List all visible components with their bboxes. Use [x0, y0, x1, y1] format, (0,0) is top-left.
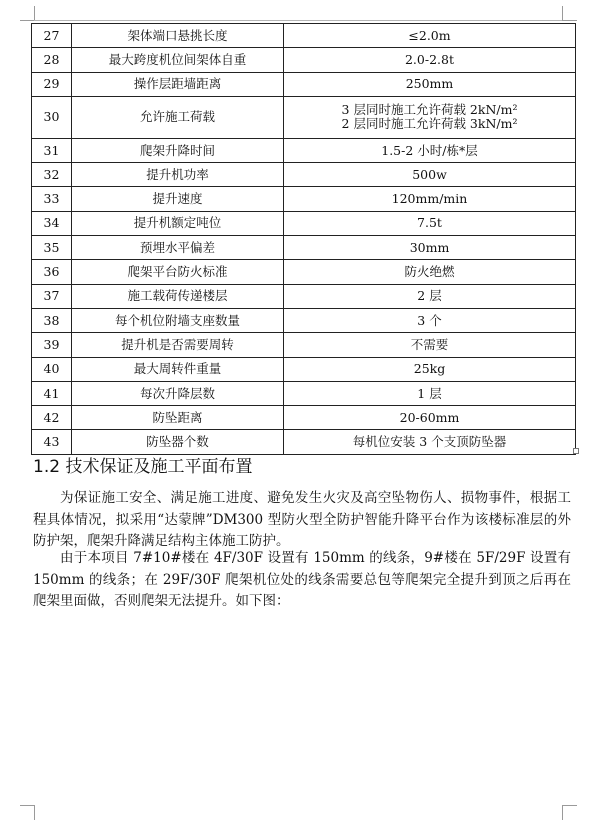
- parameter-name-cell: 提升机是否需要周转: [72, 333, 284, 357]
- page-top-border: [34, 20, 562, 21]
- parameter-name-cell: 操作层距墙距离: [72, 72, 284, 96]
- section-heading: 1.2 技术保证及施工平面布置: [33, 457, 253, 477]
- parameter-value-line: 1 层: [417, 385, 442, 401]
- page-corner-mark: [20, 805, 35, 820]
- page-corner-mark: [20, 6, 35, 21]
- parameter-value-line: 每机位安装 3 个支顶防坠器: [352, 434, 507, 450]
- table-row: [32, 381, 576, 405]
- parameter-value-cell: [284, 72, 576, 96]
- parameter-value-cell: [284, 138, 576, 162]
- row-number-cell: 39: [32, 333, 72, 357]
- parameter-name-cell: 最大跨度机位间架体自重: [72, 48, 284, 72]
- parameter-name-cell: 预埋水平偏差: [72, 236, 284, 260]
- parameter-value-line: 3 层同时施工允许荷载 2kN/m²: [341, 102, 518, 118]
- parameter-value-line: 25kg: [413, 361, 446, 377]
- parameter-value-line: 7.5t: [417, 215, 442, 231]
- parameter-value-cell: [284, 236, 576, 260]
- parameter-name-cell: 提升速度: [72, 187, 284, 211]
- parameter-value-cell: [284, 163, 576, 187]
- row-number-cell: 30: [32, 96, 72, 138]
- row-number-cell: 32: [32, 163, 72, 187]
- row-number-cell: 33: [32, 187, 72, 211]
- parameter-value-line: 2 层同时施工允许荷载 3kN/m²: [341, 116, 518, 132]
- row-number-cell: 37: [32, 284, 72, 308]
- row-number-cell: 27: [32, 24, 72, 48]
- parameter-value-line: 500w: [412, 166, 447, 182]
- parameter-value-line: 防火绝燃: [404, 264, 455, 280]
- parameter-value-line: ≤2.0m: [408, 27, 451, 43]
- table-resize-handle[interactable]: [573, 448, 579, 454]
- table-row: [32, 406, 576, 430]
- parameter-name-cell: 提升机功率: [72, 163, 284, 187]
- parameter-value-line: 3 个: [417, 312, 442, 328]
- table-row: [32, 138, 576, 162]
- table-row: [32, 24, 576, 48]
- page-corner-mark: [562, 6, 577, 21]
- parameter-value-cell: [284, 24, 576, 48]
- parameter-value-line: 120mm/min: [391, 191, 468, 207]
- parameter-value-line: 2 层: [417, 288, 442, 304]
- table-row: [32, 163, 576, 187]
- parameter-name-cell: 防坠器个数: [72, 430, 284, 454]
- parameter-name-cell: 爬架升降时间: [72, 138, 284, 162]
- table-row: [32, 211, 576, 235]
- row-number-cell: 42: [32, 406, 72, 430]
- parameter-value-line: 20-60mm: [399, 409, 460, 425]
- parameter-value-cell: [284, 260, 576, 284]
- parameter-value-cell: [284, 187, 576, 211]
- parameter-value-cell: [284, 406, 576, 430]
- body-paragraph: 为保证施工安全、满足施工进度、避免发生火灾及高空坠物伤人、损物事件，根据工程具体情况，拟采用“达蒙牌”DM300 型防火型全防护智能升降平台作为该楼标准层的外防护架，爬架升降满足结构主体施工防护。: [33, 490, 571, 549]
- row-number-cell: 35: [32, 236, 72, 260]
- parameter-name-cell: 施工载荷传递楼层: [72, 284, 284, 308]
- parameter-name-cell: 爬架平台防火标准: [72, 260, 284, 284]
- parameter-value-cell: [284, 96, 576, 138]
- parameter-value-line: 250mm: [405, 76, 454, 92]
- parameter-value-cell: [284, 284, 576, 308]
- row-number-cell: 34: [32, 211, 72, 235]
- table-row: [32, 284, 576, 308]
- table-row: [32, 236, 576, 260]
- parameter-value-line: 2.0-2.8t: [404, 51, 454, 67]
- body-paragraph: 由于本项目 7#10#楼在 4F/30F 设置有 150mm 的线条，9#楼在 5F/29F 设置有 150mm 的线条；在 29F/30F 爬架机位处的线条需要总包等爬架完全提升到顶之后再在爬架里面做，否则爬架无法提升。如下图：: [33, 550, 571, 609]
- parameter-name-cell: 每个机位附墙支座数量: [72, 308, 284, 332]
- table-row: [32, 260, 576, 284]
- parameter-value-cell: [284, 211, 576, 235]
- row-number-cell: 36: [32, 260, 72, 284]
- parameter-value-line: 不需要: [410, 336, 449, 352]
- table-row: [32, 430, 576, 454]
- parameter-name-cell: 允许施工荷载: [72, 96, 284, 138]
- row-number-cell: 28: [32, 48, 72, 72]
- table-row: [32, 187, 576, 211]
- row-number-cell: 29: [32, 72, 72, 96]
- table-row: [32, 333, 576, 357]
- parameter-value-line: 1.5-2 小时/栋*层: [381, 142, 478, 158]
- parameter-name-cell: 防坠距离: [72, 406, 284, 430]
- table-row: [32, 96, 576, 138]
- parameter-value-cell: [284, 333, 576, 357]
- row-number-cell: 40: [32, 357, 72, 381]
- parameter-value-line: 30mm: [409, 239, 450, 255]
- table-row: [32, 357, 576, 381]
- page-corner-mark: [562, 805, 577, 820]
- row-number-cell: 31: [32, 138, 72, 162]
- table-row: [32, 72, 576, 96]
- parameter-value-cell: [284, 381, 576, 405]
- table-row: [32, 308, 576, 332]
- row-number-cell: 41: [32, 381, 72, 405]
- parameter-name-cell: 每次升降层数: [72, 381, 284, 405]
- parameter-table-body: [32, 24, 576, 455]
- parameter-name-cell: 提升机额定吨位: [72, 211, 284, 235]
- parameter-table: [31, 23, 576, 455]
- parameter-value-cell: [284, 430, 576, 454]
- table-row: [32, 48, 576, 72]
- parameter-value-cell: [284, 308, 576, 332]
- row-number-cell: 43: [32, 430, 72, 454]
- row-number-cell: 38: [32, 308, 72, 332]
- parameter-value-cell: [284, 48, 576, 72]
- parameter-name-cell: 架体端口悬挑长度: [72, 24, 284, 48]
- parameter-name-cell: 最大周转件重量: [72, 357, 284, 381]
- parameter-value-cell: [284, 357, 576, 381]
